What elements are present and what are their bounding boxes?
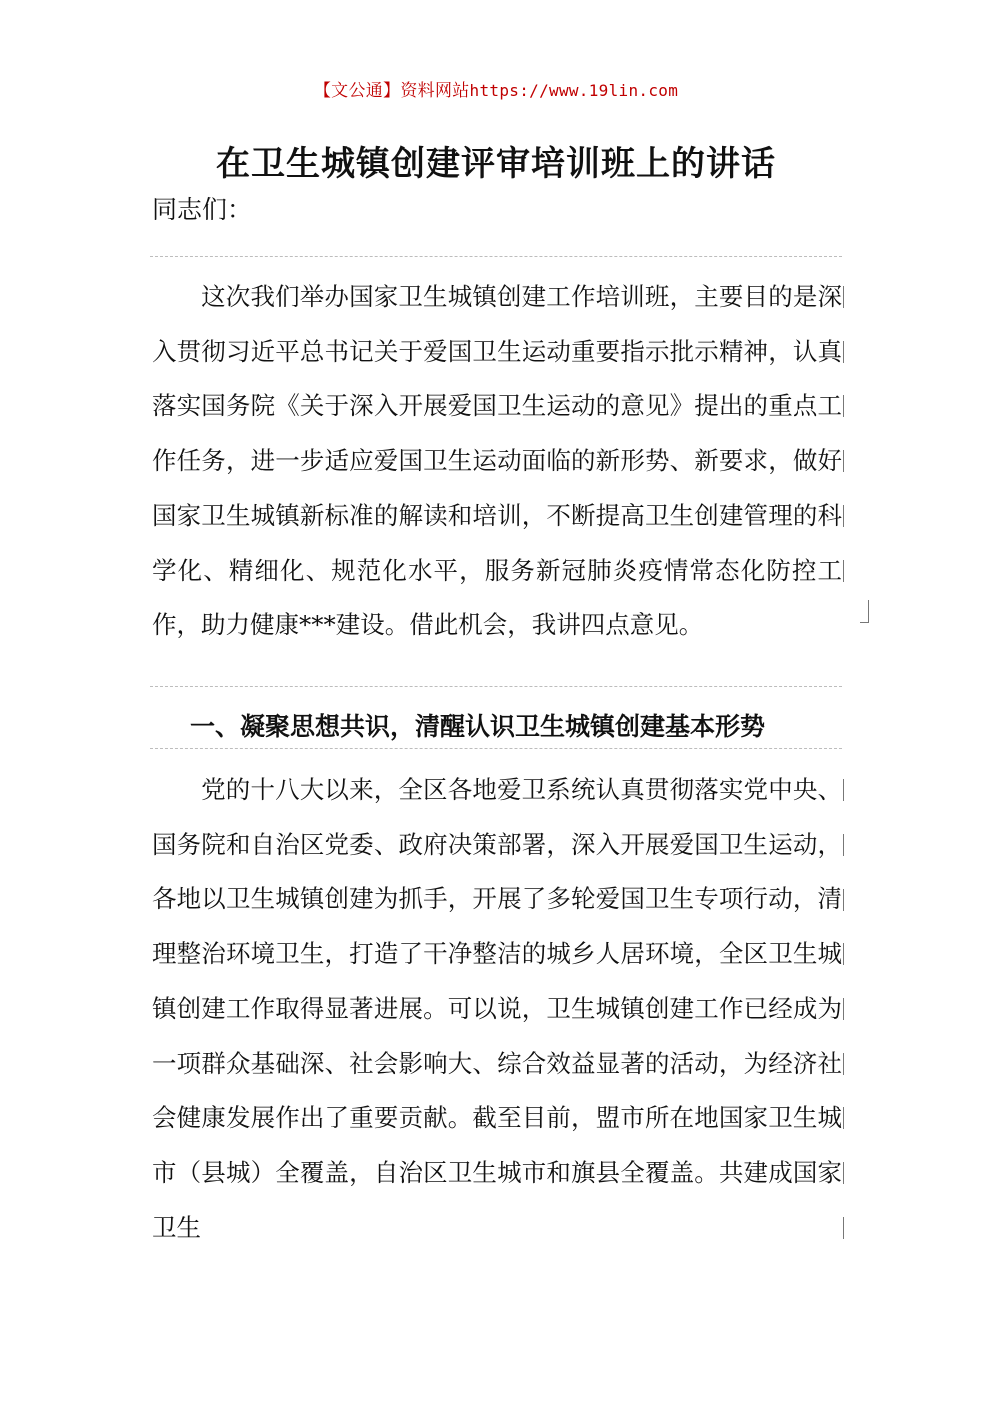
- paragraph-corner-mark: [860, 600, 869, 623]
- margin-mark: [843, 1107, 844, 1129]
- margin-mark: [843, 998, 844, 1020]
- margin-mark: [843, 395, 844, 417]
- paragraph-divider: [150, 256, 842, 257]
- intro-paragraph-text: 这次我们举办国家卫生城镇创建工作培训班，主要目的是深入贯彻习近平总书记关于爱国卫生运动重要指示批示精神，认真落实国务院《关于深入开展爱国卫生运动的意见》提出的重点工作任务，进一步适应爱国卫生运动面临的新形势、新要求，做好国家卫生城镇新标准的解读和培训，不断提高卫生创建管理的科学化、精细化、规范化水平，服务新冠肺炎疫情常态化防控工作，助力健康***建设。借此机会，我讲四点意见。: [152, 282, 842, 640]
- section-heading: 一、凝聚思想共识，清醒认识卫生城镇创建基本形势: [190, 712, 766, 741]
- salutation: 同志们：: [152, 195, 253, 224]
- margin-mark: [843, 1162, 844, 1184]
- margin-mark: [843, 834, 844, 856]
- margin-mark: [843, 341, 844, 363]
- margin-mark: [843, 1217, 844, 1239]
- paragraph-divider: [150, 686, 842, 687]
- margin-mark: [843, 889, 844, 911]
- site-url[interactable]: https://www.19lin.com: [469, 81, 679, 100]
- section-paragraph: [152, 763, 842, 1255]
- document-title: 在卫生城镇创建评审培训班上的讲话: [216, 144, 776, 184]
- margin-mark: [843, 286, 844, 308]
- site-header[interactable]: [0, 76, 992, 101]
- margin-mark: [843, 1053, 844, 1075]
- site-brand: 【文公通】资料网站: [313, 81, 470, 101]
- intro-paragraph: [152, 270, 842, 653]
- section-paragraph-text: 党的十八大以来，全区各地爱卫系统认真贯彻落实党中央、国务院和自治区党委、政府决策部署，深入开展爱国卫生运动，各地以卫生城镇创建为抓手，开展了多轮爱国卫生专项行动，清理整治环境卫生，打造了干净整洁的城乡人居环境，全区卫生城镇创建工作取得显著进展。可以说，卫生城镇创建工作已经成为一项群众基础深、社会影响大、综合效益显著的活动，为经济社会健康发展作出了重要贡献。截至目前，盟市所在地国家卫生城市（县城）全覆盖，自治区卫生城市和旗县全覆盖。共建成国家卫生: [152, 775, 842, 1242]
- margin-mark: [843, 450, 844, 472]
- margin-mark: [843, 505, 844, 527]
- margin-mark: [843, 560, 844, 582]
- margin-mark: [843, 943, 844, 965]
- margin-mark: [843, 779, 844, 801]
- paragraph-divider: [150, 748, 842, 749]
